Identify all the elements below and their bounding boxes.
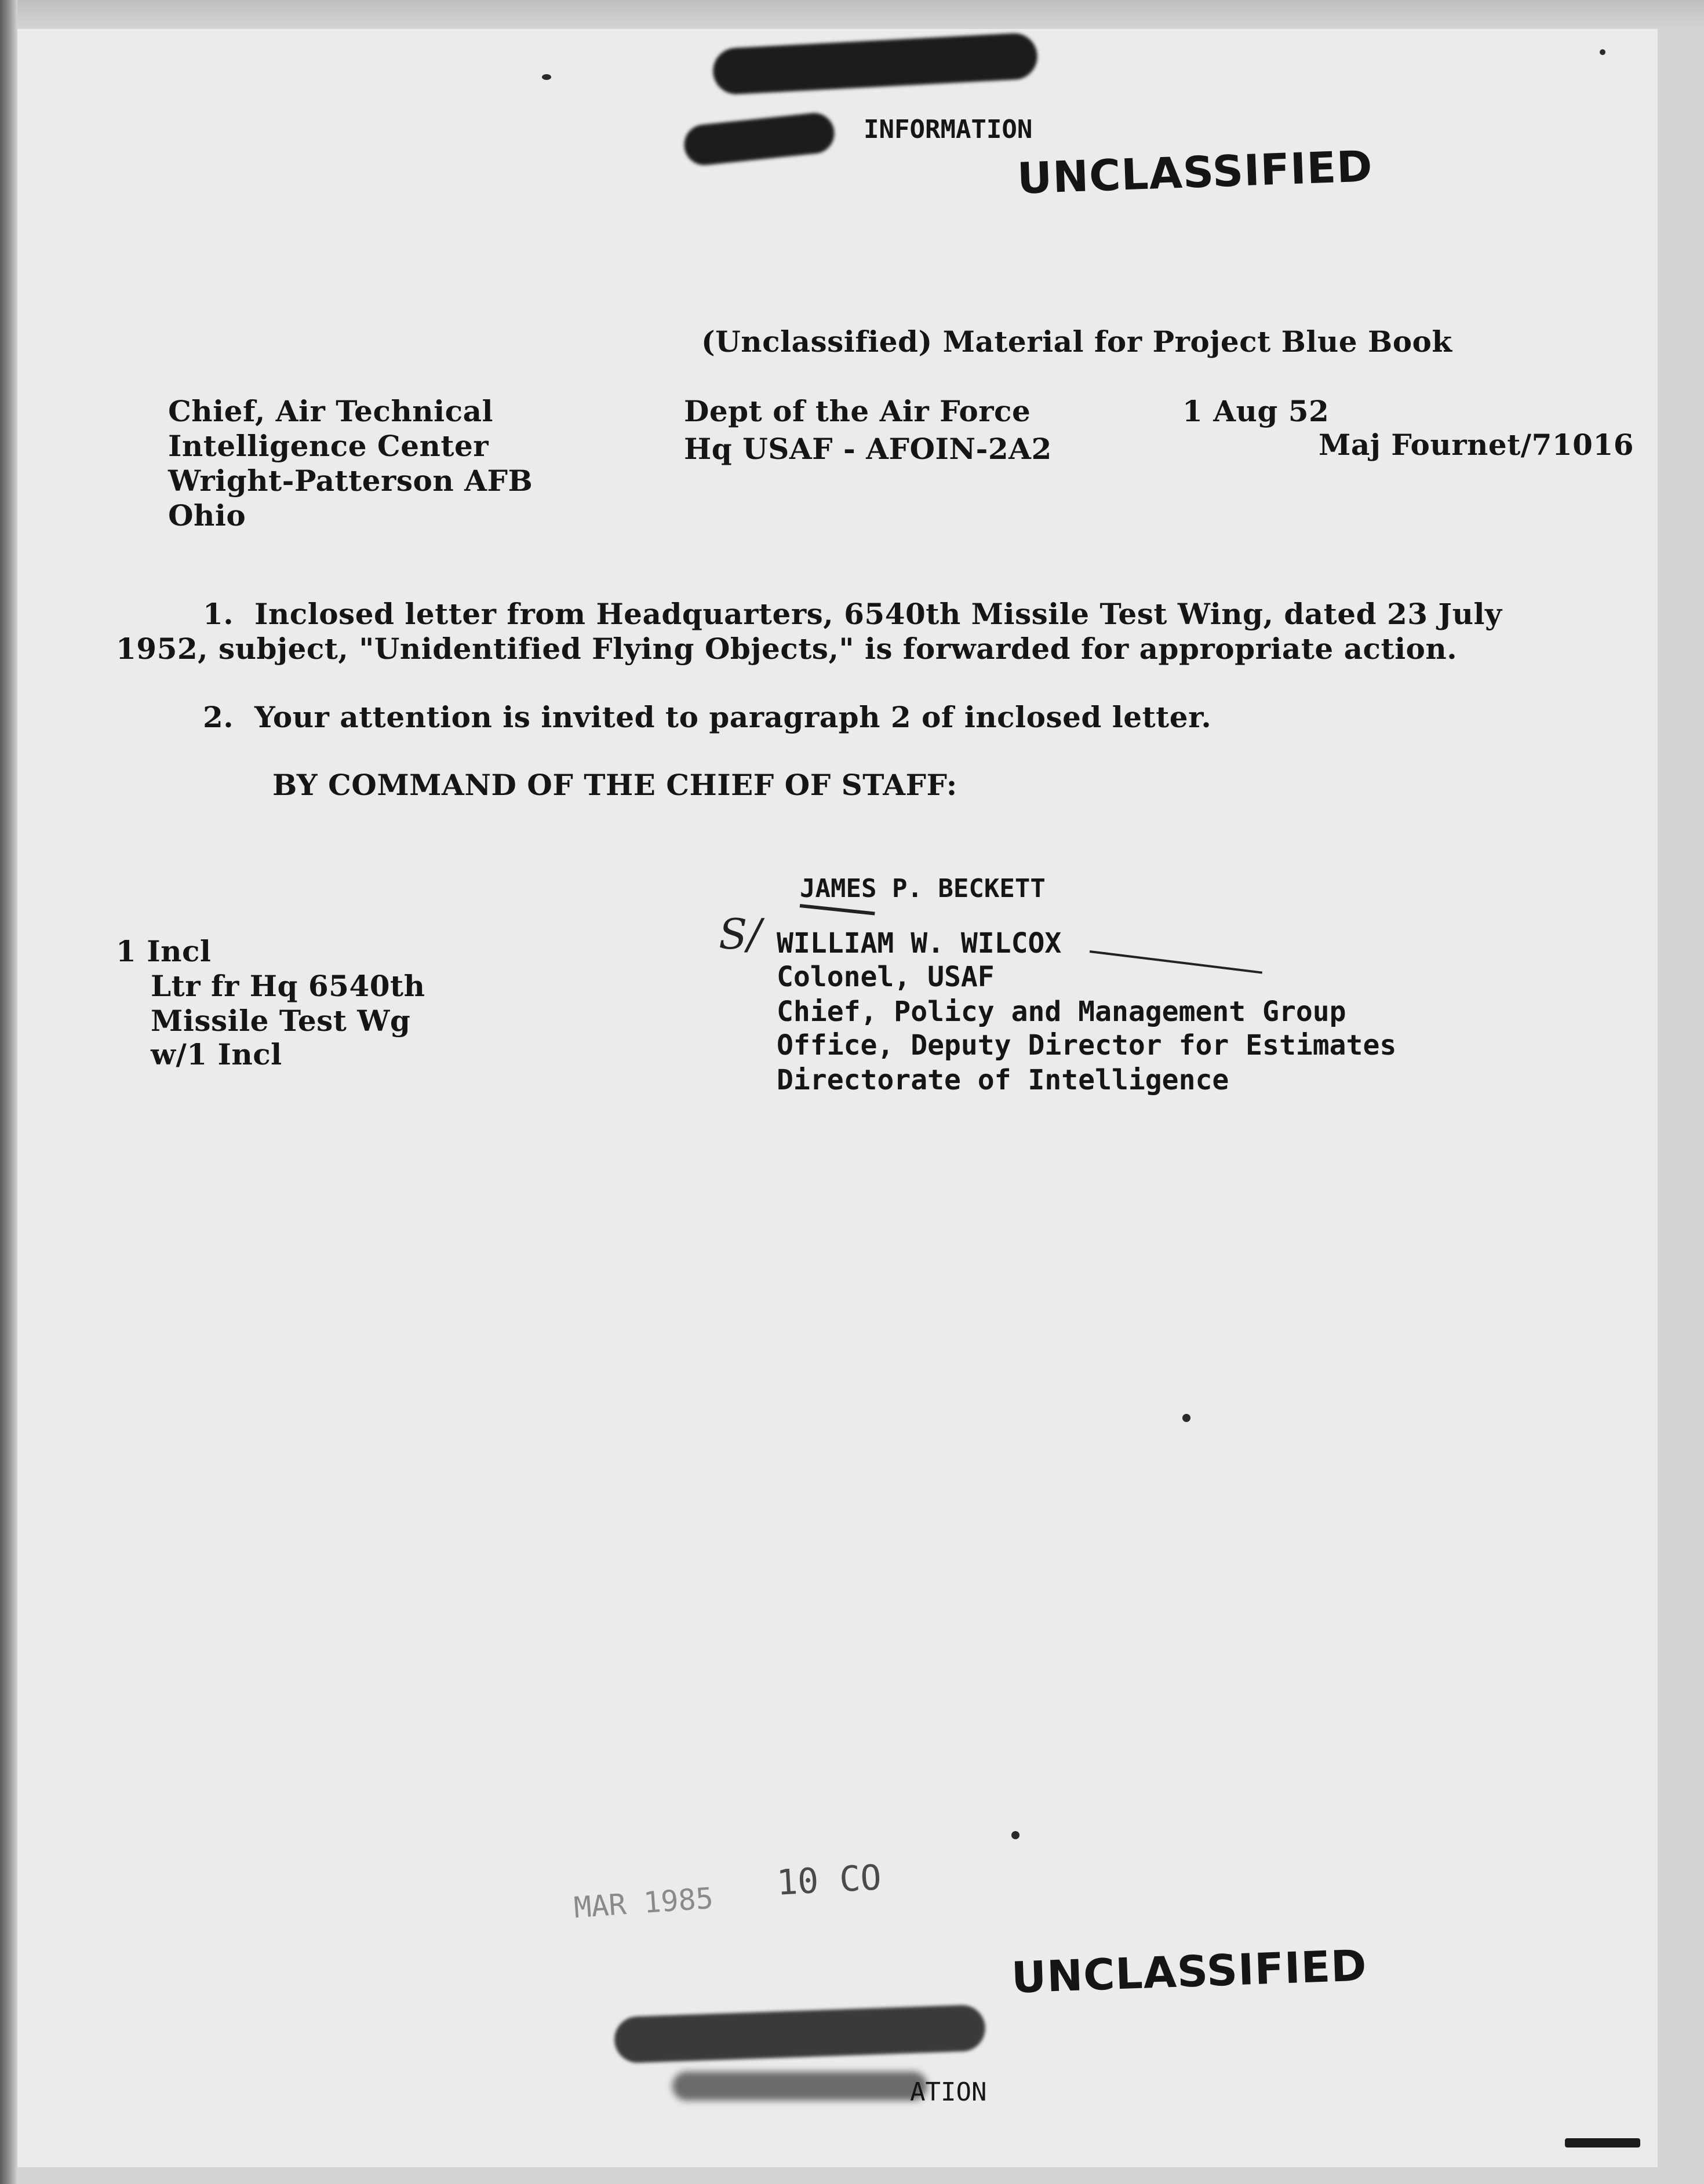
signature-line: Colonel, USAF <box>777 961 995 993</box>
signature-mark: S/ <box>719 910 762 958</box>
classification-bottom: UNCLASSIFIED <box>1010 1941 1368 2003</box>
signature-line: WILLIAM W. WILCOX <box>777 927 1062 960</box>
film-edge-top <box>0 0 1704 29</box>
paragraph-1-line-1: 1. Inclosed letter from Headquarters, 6540th Missile Test Wing, dated 23 July <box>203 597 1502 631</box>
top-stamp-fragment: INFORMATION <box>864 115 1033 144</box>
addressee-line: Intelligence Center <box>168 429 489 463</box>
paragraph-1-line-2: 1952, subject, "Unidentified Flying Objects," is forwarded for appropriate action. <box>116 632 1458 666</box>
addressee-line: Ohio <box>168 498 246 533</box>
enclosure-line: Missile Test Wg <box>151 1004 411 1038</box>
reference-contact: Maj Fournet/71016 <box>1319 428 1634 462</box>
document-date: 1 Aug 52 <box>1182 394 1330 428</box>
dust-speck <box>1182 1414 1190 1422</box>
signed-name: JAMES P. BECKETT <box>800 874 1046 903</box>
edge-mark <box>1565 2138 1640 2147</box>
enclosure-line: Ltr fr Hq 6540th <box>151 969 425 1003</box>
from-line: Dept of the Air Force <box>684 394 1031 428</box>
signature-line: Office, Deputy Director for Estimates <box>777 1029 1397 1062</box>
addressee-line: Wright-Patterson AFB <box>168 464 533 498</box>
subject-line: (Unclassified) Material for Project Blue Book <box>701 324 1452 359</box>
film-edge-left <box>0 0 17 2184</box>
dust-speck <box>1600 49 1605 55</box>
signature-line: Directorate of Intelligence <box>777 1064 1229 1096</box>
classification-top: UNCLASSIFIED <box>1016 141 1374 204</box>
dust-speck <box>1011 1831 1020 1839</box>
from-line: Hq USAF - AFOIN-2A2 <box>684 432 1052 466</box>
dust-speck <box>542 74 551 80</box>
code-stamp: 10 CO <box>775 1857 883 1904</box>
enclosure-line: 1 Incl <box>116 934 212 968</box>
enclosure-line: w/1 Incl <box>151 1037 282 1071</box>
bottom-stamp-fragment: ATION <box>910 2077 987 2107</box>
paragraph-2: 2. Your attention is invited to paragraph 2 of inclosed letter. <box>203 700 1212 734</box>
redaction-blot-bottom-2 <box>672 2072 927 2101</box>
signature-line: Chief, Policy and Management Group <box>777 996 1346 1028</box>
date-stamp: MAR 1985 <box>573 1881 715 1925</box>
command-line: BY COMMAND OF THE CHIEF OF STAFF: <box>272 768 957 802</box>
addressee-line: Chief, Air Technical <box>168 394 493 428</box>
